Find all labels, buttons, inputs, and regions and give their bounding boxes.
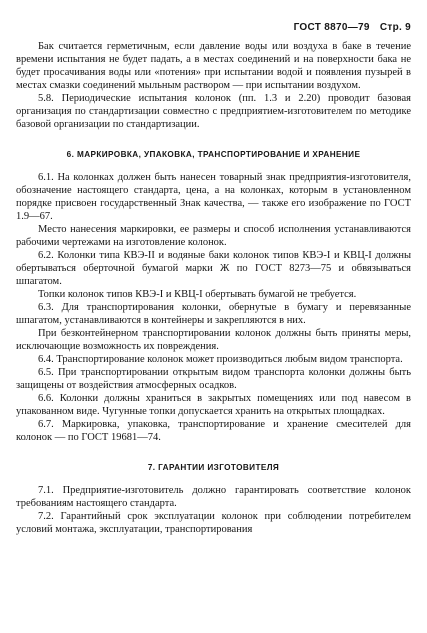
- paragraph: 6.1. На колонках должен быть нанесен товарный знак предприятия-изготовителя, обозначение настоящего стандарта, цена, а на колонках, которым в установленном порядке присвоен государственный Знак качества, — также его изображение по ГОСТ 1.9—67.: [16, 172, 411, 222]
- page-number: Стр. 9: [379, 22, 411, 33]
- section-heading: 7. ГАРАНТИИ ИЗГОТОВИТЕЛЯ: [147, 463, 280, 472]
- paragraph: 6.4. Транспортирование колонок может производиться любым видом транспорта.: [38, 354, 403, 365]
- paragraph: 6.3. Для транспортирования колонки, обернутые в бумагу и перевязанные шпагатом, устанавливаются в контейнеры и закрепляются в них.: [16, 302, 411, 326]
- paragraph: 7.2. Гарантийный срок эксплуатации колонок при соблюдении потребителем условий монтажа, эксплуатации, транспортирования: [16, 511, 411, 535]
- paragraph: Топки колонок типов КВЭ-I и КВЦ-I обертывать бумагой не требуется.: [38, 289, 357, 300]
- paragraph: Место нанесения маркировки, ее размеры и способ исполнения устанавливаются рабочими чертежами на изготовление колонок.: [16, 224, 411, 248]
- standard-number: ГОСТ 8870—79: [293, 22, 370, 33]
- paragraph: При безконтейнерном транспортировании колонок должны быть приняты меры, исключающие возможность их повреждения.: [16, 328, 411, 352]
- paragraph: 7.1. Предприятие-изготовитель должно гарантировать соответствие колонок требованиям настоящего стандарта.: [16, 485, 411, 509]
- paragraph: 6.2. Колонки типа КВЭ-II и водяные баки колонок типов КВЭ-I и КВЦ-I должны обертываться оберточной бумагой марки Ж по ГОСТ 8273—75 и обвязываться шпагатом.: [16, 250, 411, 287]
- paragraph: 6.5. При транспортировании открытым видом транспорта колонки должны быть защищены от воздействия атмосферных осадков.: [16, 367, 411, 391]
- paragraph: Бак считается герметичным, если давление воды или воздуха в баке в течение времени испытания не будет падать, а в местах соединений и на поверхности бака не будет просачивания воды или «потения» при испытании водой и появления пузырей в местах смазки соединений мыльным раствором — при испытании воздухом.: [16, 41, 411, 91]
- section-heading: 6. МАРКИРОВКА, УПАКОВКА, ТРАНСПОРТИРОВАНИЕ И ХРАНЕНИЕ: [66, 150, 361, 159]
- paragraph: 5.8. Периодические испытания колонок (пп. 1.3 и 2.20) проводит базовая организация по стандартизации совместно с предприятием-изготовителем по методике базовой организации по стандартизации.: [16, 93, 411, 130]
- page-body: [16, 40, 411, 536]
- paragraph: 6.6. Колонки должны храниться в закрытых помещениях или под навесом в упакованном виде. Чугунные топки допускается хранить на открытых площадках.: [16, 393, 411, 417]
- page-header: [287, 22, 411, 33]
- paragraph: 6.7. Маркировка, упаковка, транспортирование и хранение смесителей для колонок — по ГОСТ 19681—74.: [16, 419, 411, 443]
